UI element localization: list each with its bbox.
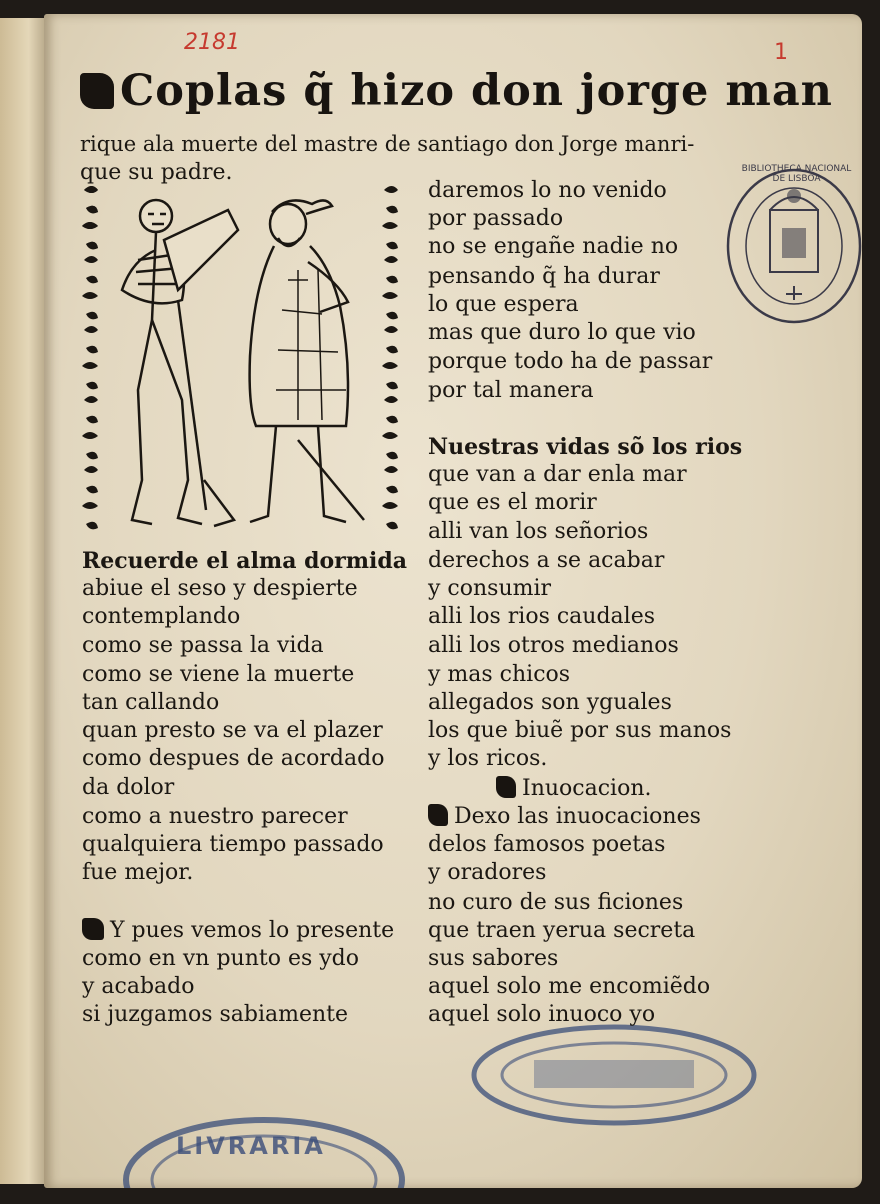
verse-line: pensando q̃ ha durar [428, 264, 660, 289]
verse-line: no se engañe nadie no [428, 234, 679, 259]
verse-line: sus sabores [428, 946, 559, 971]
verse-line: derechos a se acabar [428, 548, 665, 573]
section-heading: Inuocacion. [496, 776, 651, 801]
verse-line: delos famosos poetas [428, 832, 666, 857]
verse-line: contemplando [82, 604, 241, 629]
page-title: Coplas q̃ hizo don jorge man [80, 66, 833, 116]
verse-line: aquel solo me encomiẽdo [428, 974, 711, 999]
subtitle-line-1: rique ala muerte del mastre de santiago don Jorge manri- [80, 132, 695, 156]
verse-line: Dexo las inuocaciones [428, 804, 701, 829]
verse-line: qualquiera tiempo passado [82, 832, 384, 857]
verse-line: por passado [428, 206, 564, 231]
stamp-legend: BIBLIOTHECA NACIONAL DE LISBOA [741, 164, 852, 184]
verse-line: alli van los señorios [428, 519, 649, 544]
verse-line: porque todo ha de passar [428, 349, 713, 374]
verse-line: los que biuẽ por sus manos [428, 718, 732, 743]
shelfmark: 2181 [184, 30, 240, 55]
verse-line: alli los otros medianos [428, 633, 679, 658]
verse-line: que van a dar enla mar [428, 462, 687, 487]
verse-line: aquel solo inuoco yo [428, 1002, 656, 1027]
verse-line: y consumir [428, 576, 552, 601]
verse-line: quan presto se va el plazer [82, 718, 383, 743]
pilcrow-initial-icon [80, 73, 114, 109]
verse-line: mas que duro lo que vio [428, 320, 696, 345]
verse-line: fue mejor. [82, 860, 194, 885]
verse-line: como a nuestro parecer [82, 804, 348, 829]
pilcrow-icon [82, 918, 104, 940]
verse-line: y acabado [82, 974, 195, 999]
verse-line: y los ricos. [428, 746, 548, 771]
verse-line: como se viene la muerte [82, 662, 355, 687]
verse-line: da dolor [82, 775, 175, 800]
verse-line: Y pues vemos lo presente [82, 918, 394, 943]
book-page [44, 14, 862, 1188]
verse-line: y mas chicos [428, 662, 571, 687]
verse-line: como se passa la vida [82, 633, 324, 658]
verse-line: tan callando [82, 690, 220, 715]
stamp-bottom-text: LIVRARIA [176, 1132, 326, 1160]
verse-line: como en vn punto es ydo [82, 946, 359, 971]
verse-line: allegados son yguales [428, 690, 672, 715]
library-stamp-blue-right [464, 1020, 764, 1130]
verse-line: por tal manera [428, 378, 594, 403]
verse-line: lo que espera [428, 292, 579, 317]
verse-line: no curo de sus ficiones [428, 890, 684, 915]
verse-line: y oradores [428, 860, 547, 885]
verse-line: como despues de acordado [82, 746, 385, 771]
pilcrow-icon [496, 776, 516, 798]
verse-line: si juzgamos sabiamente [82, 1002, 349, 1027]
verse-line: daremos lo no venido [428, 178, 667, 203]
verse-line: que traen yerua secreta [428, 918, 696, 943]
subtitle-line-2: que su padre. [80, 160, 233, 185]
pilcrow-icon [428, 804, 448, 826]
library-stamp [724, 166, 862, 326]
woodcut-death-and-man [78, 180, 408, 542]
folio-number: 1 [774, 40, 788, 65]
verse-line: alli los rios caudales [428, 604, 656, 629]
verse-line: que es el morir [428, 490, 597, 515]
verse-line: Nuestras vidas sõ los rios [428, 434, 743, 460]
verse-line: Recuerde el alma dormida [82, 548, 408, 574]
verse-line: abiue el seso y despierte [82, 576, 358, 601]
